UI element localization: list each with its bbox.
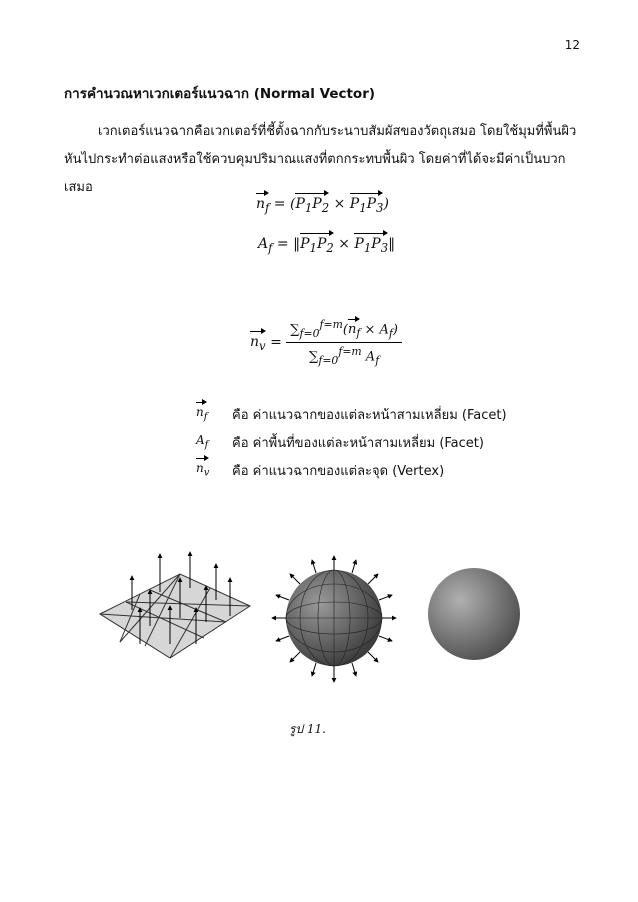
equation-normal-facet: $n_f = (P_1P_2 \times P_1P_3)$ [256, 196, 389, 215]
symbol-nf: $n_f$ [196, 405, 208, 423]
figure-caption: รูป 11. [289, 722, 326, 736]
vertex-normal-fraction: $\frac{\sum_{f=0}^{f=m}(n_f \times A_f)}{\sum_{f=0}^{f=m} A_f}$ [286, 318, 402, 367]
definition-row [196, 428, 507, 456]
equation-normal-vertex: $n_v$ = $\frac{\sum_{f=0}^{f=m}(n_f \times A_f)}{\sum_{f=0}^{f=m} A_f}$ [250, 318, 402, 367]
symbol-definitions [196, 400, 507, 484]
symbol-af: $A_f$ [196, 433, 209, 451]
section-heading: การคำนวณหาเวกเตอร์แนวฉาก (Normal Vector) [64, 86, 376, 102]
definition-text: คือ ค่าพื้นที่ของแต่ละหน้าสามเหลี่ยม (Facet) [232, 435, 484, 451]
equation-area-facet: $A_f$ = $‖P_1P_2$ × $P_1P_3‖$ [258, 236, 396, 255]
symbol-nv: $n_v$ [196, 461, 210, 479]
page-number: 12 [564, 38, 580, 52]
faceted-sphere-illustration [272, 556, 396, 682]
definition-text: คือ ค่าแนวฉากของแต่ละหน้าสามเหลี่ยม (Facet) [232, 407, 507, 423]
facet-mesh-illustration [100, 552, 250, 658]
body-paragraph: เวกเตอร์แนวฉากคือเวกเตอร์ที่ชี้ตั้งฉากกับระนาบสัมผัสของวัตถุเสมอ โดยใช้มุมที่พื้นผิวหันไปกระทำต่อแสงหรือใช้ควบคุมปริมาณแสงที่ตกกระทบพื้นผิว โดยค่าที่ได้จะมีค่าเป็นบวกเสมอ [64, 124, 577, 195]
definition-text: คือ ค่าแนวฉากของแต่ละจุด (Vertex) [232, 463, 445, 479]
definition-row [196, 400, 507, 428]
smooth-sphere-illustration [428, 568, 520, 660]
definition-row [196, 456, 507, 484]
normal-vector-figure [90, 548, 560, 698]
